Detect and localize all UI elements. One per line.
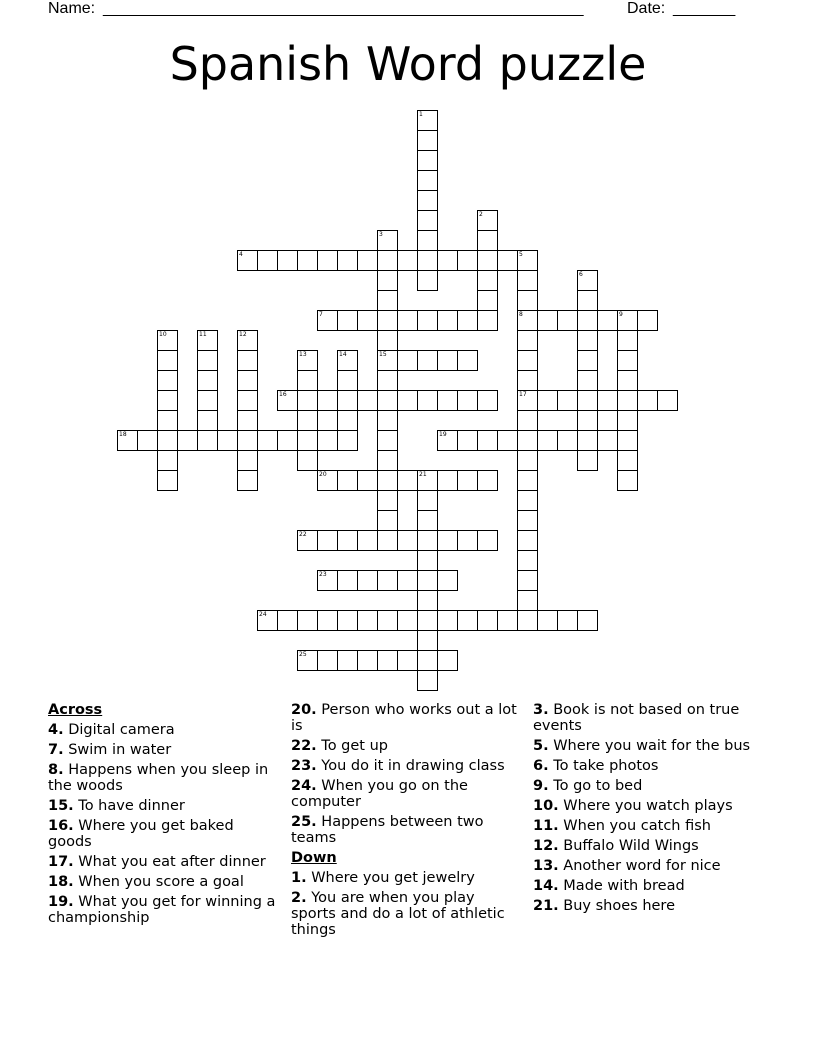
crossword-cell[interactable] xyxy=(477,610,498,631)
crossword-cell[interactable] xyxy=(617,390,638,411)
crossword-cell[interactable] xyxy=(417,590,438,611)
crossword-cell[interactable] xyxy=(437,390,458,411)
crossword-cell[interactable] xyxy=(197,430,218,451)
crossword-cell[interactable] xyxy=(577,290,598,311)
clue-text: Where you watch plays xyxy=(558,798,733,814)
clue-item xyxy=(533,778,765,794)
crossword-cell[interactable] xyxy=(477,470,498,491)
crossword-cell[interactable] xyxy=(237,390,258,411)
clue-section-heading: Down xyxy=(291,850,337,866)
clue-item xyxy=(48,722,280,738)
crossword-cell[interactable] xyxy=(297,250,318,271)
crossword-cell[interactable] xyxy=(517,530,538,551)
clue-item xyxy=(48,894,280,926)
crossword-cell[interactable] xyxy=(417,570,438,591)
clue-number-label: 1 xyxy=(419,111,423,118)
crossword-cell[interactable] xyxy=(517,270,538,291)
page-title: Spanish Word puzzle xyxy=(169,37,647,91)
crossword-cell[interactable] xyxy=(337,570,358,591)
crossword-cell[interactable] xyxy=(417,250,438,271)
crossword-cell[interactable] xyxy=(277,250,298,271)
clue-column-1 xyxy=(48,702,280,930)
clue-number: 14. xyxy=(533,878,559,894)
crossword-cell[interactable] xyxy=(477,250,498,271)
clue-text: Buy shoes here xyxy=(558,898,675,914)
clue-item xyxy=(533,898,765,914)
crossword-cell[interactable] xyxy=(477,530,498,551)
clue-text: To get up xyxy=(316,738,388,754)
crossword-cell[interactable] xyxy=(517,430,538,451)
clue-column-2 xyxy=(291,702,523,942)
crossword-cell[interactable] xyxy=(557,430,578,451)
clue-number: 8. xyxy=(48,762,64,778)
clue-number: 4. xyxy=(48,722,64,738)
clue-text: Book is not based on true events xyxy=(533,702,740,734)
clue-number: 25. xyxy=(291,814,317,830)
clue-number: 18. xyxy=(48,874,74,890)
clue-number-label: 8 xyxy=(519,311,523,318)
crossword-cell[interactable] xyxy=(597,390,618,411)
crossword-cell[interactable] xyxy=(417,350,438,371)
crossword-cell[interactable] xyxy=(477,310,498,331)
crossword-cell[interactable] xyxy=(417,170,438,191)
crossword-cell[interactable] xyxy=(357,250,378,271)
crossword-cell[interactable] xyxy=(517,350,538,371)
clue-number-label: 5 xyxy=(519,251,523,258)
clue-section-heading: Across xyxy=(48,702,103,718)
clue-text: You do it in drawing class xyxy=(316,758,505,774)
crossword-cell[interactable] xyxy=(297,610,318,631)
clue-number-label: 21 xyxy=(419,471,427,478)
clue-number: 13. xyxy=(533,858,559,874)
clue-number-label: 2 xyxy=(479,211,483,218)
crossword-cell[interactable] xyxy=(377,330,398,351)
crossword-cell[interactable] xyxy=(377,270,398,291)
clue-number: 12. xyxy=(533,838,559,854)
crossword-cell[interactable] xyxy=(197,370,218,391)
clue-text: Where you get jewelry xyxy=(306,870,475,886)
crossword-cell[interactable] xyxy=(317,610,338,631)
clue-number-label: 25 xyxy=(299,651,307,658)
crossword-cell[interactable] xyxy=(337,470,358,491)
clue-item xyxy=(48,854,280,870)
crossword-cell[interactable] xyxy=(377,370,398,391)
crossword-cell[interactable] xyxy=(417,390,438,411)
crossword-cell[interactable] xyxy=(397,350,418,371)
clue-number: 11. xyxy=(533,818,559,834)
clue-number-label: 22 xyxy=(299,531,307,538)
clue-number: 6. xyxy=(533,758,549,774)
crossword-cell[interactable] xyxy=(417,190,438,211)
crossword-cell[interactable] xyxy=(417,230,438,251)
clue-number-label: 24 xyxy=(259,611,267,618)
clue-item xyxy=(291,814,523,846)
clue-item xyxy=(533,758,765,774)
crossword-cell[interactable] xyxy=(457,310,478,331)
clue-number-label: 17 xyxy=(519,391,527,398)
crossword-cell[interactable] xyxy=(517,590,538,611)
crossword-cell[interactable] xyxy=(517,450,538,471)
crossword-cell[interactable] xyxy=(397,530,418,551)
clue-text: Buffalo Wild Wings xyxy=(558,838,699,854)
crossword-cell[interactable] xyxy=(157,350,178,371)
crossword-cell[interactable] xyxy=(557,390,578,411)
clue-item xyxy=(48,818,280,850)
crossword-cell[interactable] xyxy=(417,650,438,671)
clue-number: 22. xyxy=(291,738,317,754)
clue-item xyxy=(291,870,523,886)
crossword-cell[interactable] xyxy=(577,310,598,331)
crossword-cell[interactable] xyxy=(477,390,498,411)
clue-number: 17. xyxy=(48,854,74,870)
clue-number: 1. xyxy=(291,870,307,886)
clue-text: To take photos xyxy=(548,758,659,774)
clue-number-label: 3 xyxy=(379,231,383,238)
crossword-cell[interactable] xyxy=(577,450,598,471)
crossword-cell[interactable] xyxy=(337,410,358,431)
crossword-cell[interactable] xyxy=(297,450,318,471)
crossword-cell[interactable] xyxy=(617,450,638,471)
crossword-cell[interactable] xyxy=(517,370,538,391)
crossword-cell[interactable] xyxy=(237,450,258,471)
crossword-cell[interactable] xyxy=(577,330,598,351)
crossword-cell[interactable] xyxy=(137,430,158,451)
crossword-cell[interactable] xyxy=(297,390,318,411)
clue-number-label: 20 xyxy=(319,471,327,478)
crossword-cell[interactable] xyxy=(517,290,538,311)
crossword-cell[interactable] xyxy=(457,350,478,371)
clue-text: To go to bed xyxy=(548,778,643,794)
crossword-cell[interactable] xyxy=(417,490,438,511)
crossword-cell[interactable] xyxy=(277,430,298,451)
crossword-cell[interactable] xyxy=(357,650,378,671)
clue-number-label: 7 xyxy=(319,311,323,318)
crossword-cell[interactable] xyxy=(417,610,438,631)
crossword-cell[interactable] xyxy=(337,430,358,451)
clue-text: Happens when you sleep in the woods xyxy=(48,762,269,794)
clue-number-label: 18 xyxy=(119,431,127,438)
name-field[interactable]: ______________________________________________________ xyxy=(103,0,584,17)
clue-item xyxy=(48,798,280,814)
crossword-cell[interactable] xyxy=(617,370,638,391)
crossword-cell[interactable] xyxy=(417,310,438,331)
crossword-cell[interactable] xyxy=(337,250,358,271)
crossword-cell[interactable] xyxy=(377,650,398,671)
crossword-cell[interactable] xyxy=(597,310,618,331)
crossword-cell[interactable] xyxy=(237,410,258,431)
crossword-cell[interactable] xyxy=(437,530,458,551)
crossword-cell[interactable] xyxy=(157,370,178,391)
clue-number-label: 14 xyxy=(339,351,347,358)
clue-number-label: 6 xyxy=(579,271,583,278)
clue-text: Swim in water xyxy=(63,742,172,758)
crossword-cell[interactable] xyxy=(457,470,478,491)
clue-item xyxy=(48,742,280,758)
crossword-cell[interactable] xyxy=(537,390,558,411)
crossword-cell[interactable] xyxy=(457,610,478,631)
crossword-cell[interactable] xyxy=(517,550,538,571)
crossword-cell[interactable] xyxy=(297,410,318,431)
crossword-cell[interactable] xyxy=(337,530,358,551)
clue-text: Where you get baked goods xyxy=(48,818,234,850)
crossword-cell[interactable] xyxy=(337,370,358,391)
date-label: Date: xyxy=(627,0,666,17)
crossword-cell[interactable] xyxy=(297,370,318,391)
clue-item xyxy=(291,758,523,774)
clue-item xyxy=(533,838,765,854)
clue-number: 9. xyxy=(533,778,549,794)
crossword-cell[interactable] xyxy=(417,550,438,571)
clue-item xyxy=(533,702,765,734)
crossword-cell[interactable] xyxy=(157,410,178,431)
clue-number-label: 16 xyxy=(279,391,287,398)
clue-number: 15. xyxy=(48,798,74,814)
crossword-cell[interactable] xyxy=(157,470,178,491)
crossword-cell[interactable] xyxy=(417,630,438,651)
crossword-cell[interactable] xyxy=(477,270,498,291)
crossword-cell[interactable] xyxy=(417,210,438,231)
crossword-cell[interactable] xyxy=(437,310,458,331)
crossword-cell[interactable] xyxy=(397,310,418,331)
clue-item xyxy=(291,890,523,938)
clue-item xyxy=(291,738,523,754)
crossword-cell[interactable] xyxy=(477,290,498,311)
clue-number-label: 19 xyxy=(439,431,447,438)
crossword-cell[interactable] xyxy=(397,650,418,671)
clue-item xyxy=(291,778,523,810)
crossword-cell[interactable] xyxy=(537,610,558,631)
clue-text: What you get for winning a championship xyxy=(48,894,276,926)
crossword-cell[interactable] xyxy=(517,490,538,511)
clue-number-label: 4 xyxy=(239,251,243,258)
crossword-cell[interactable] xyxy=(577,350,598,371)
crossword-cell[interactable] xyxy=(377,450,398,471)
crossword-cell[interactable] xyxy=(437,610,458,631)
crossword-cell[interactable] xyxy=(317,530,338,551)
clue-number-label: 11 xyxy=(199,331,207,338)
crossword-cell[interactable] xyxy=(497,430,518,451)
clue-number: 20. xyxy=(291,702,317,718)
crossword-cell[interactable] xyxy=(577,410,598,431)
clue-number: 24. xyxy=(291,778,317,794)
crossword-cell[interactable] xyxy=(337,650,358,671)
crossword-cell[interactable] xyxy=(557,610,578,631)
crossword-cell[interactable] xyxy=(577,390,598,411)
clue-number: 23. xyxy=(291,758,317,774)
clue-number: 3. xyxy=(533,702,549,718)
crossword-cell[interactable] xyxy=(517,610,538,631)
crossword-cell[interactable] xyxy=(457,430,478,451)
crossword-cell[interactable] xyxy=(377,530,398,551)
crossword-cell[interactable] xyxy=(397,570,418,591)
clue-item xyxy=(533,818,765,834)
crossword-cell[interactable] xyxy=(157,390,178,411)
clue-text: Made with bread xyxy=(558,878,685,894)
crossword-cell[interactable] xyxy=(517,570,538,591)
clue-text: Digital camera xyxy=(63,722,175,738)
crossword-cell[interactable] xyxy=(397,610,418,631)
crossword-cell[interactable] xyxy=(237,470,258,491)
crossword-cell[interactable] xyxy=(157,450,178,471)
clue-number-label: 12 xyxy=(239,331,247,338)
clue-item xyxy=(48,762,280,794)
crossword-cell[interactable] xyxy=(617,330,638,351)
crossword-cell[interactable] xyxy=(437,570,458,591)
crossword-cell[interactable] xyxy=(637,310,658,331)
crossword-cell[interactable] xyxy=(537,310,558,331)
clue-number: 21. xyxy=(533,898,559,914)
crossword-cell[interactable] xyxy=(537,430,558,451)
crossword-cell[interactable] xyxy=(577,370,598,391)
clue-item xyxy=(291,702,523,734)
crossword-cell[interactable] xyxy=(237,370,258,391)
crossword-cell[interactable] xyxy=(377,490,398,511)
crossword-cell[interactable] xyxy=(197,350,218,371)
crossword-cell[interactable] xyxy=(337,310,358,331)
crossword-cell[interactable] xyxy=(417,270,438,291)
crossword-cell[interactable] xyxy=(317,650,338,671)
crossword-cell[interactable] xyxy=(377,310,398,331)
crossword-cell[interactable] xyxy=(297,430,318,451)
crossword-cell[interactable] xyxy=(317,390,338,411)
crossword-cell[interactable] xyxy=(477,230,498,251)
crossword-cell[interactable] xyxy=(317,250,338,271)
crossword-cell[interactable] xyxy=(417,510,438,531)
clue-item xyxy=(533,738,765,754)
clue-number: 10. xyxy=(533,798,559,814)
clue-number: 7. xyxy=(48,742,64,758)
clue-text: To have dinner xyxy=(73,798,185,814)
clue-item xyxy=(533,798,765,814)
crossword-cell[interactable] xyxy=(577,610,598,631)
crossword-cell[interactable] xyxy=(237,430,258,451)
crossword-cell[interactable] xyxy=(397,390,418,411)
crossword-cell[interactable] xyxy=(517,510,538,531)
clue-number-label: 10 xyxy=(159,331,167,338)
crossword-cell[interactable] xyxy=(337,610,358,631)
crossword-cell[interactable] xyxy=(437,650,458,671)
crossword-cell[interactable] xyxy=(357,610,378,631)
crossword-cell[interactable] xyxy=(177,430,198,451)
crossword-cell[interactable] xyxy=(657,390,678,411)
clue-text: Where you wait for the bus xyxy=(548,738,751,754)
crossword-cell[interactable] xyxy=(157,430,178,451)
crossword-cell[interactable] xyxy=(357,530,378,551)
clue-number: 2. xyxy=(291,890,307,906)
crossword-cell[interactable] xyxy=(437,250,458,271)
clue-text: Person who works out a lot is xyxy=(291,702,517,734)
clue-text: You are when you play sports and do a lot of athletic things xyxy=(291,890,505,938)
clue-item xyxy=(533,858,765,874)
crossword-cell[interactable] xyxy=(617,430,638,451)
crossword-cell[interactable] xyxy=(357,570,378,591)
clue-number-label: 15 xyxy=(379,351,387,358)
clue-text: When you catch fish xyxy=(558,818,711,834)
crossword-cell[interactable] xyxy=(557,310,578,331)
crossword-cell[interactable] xyxy=(417,670,438,691)
date-field[interactable]: _______ xyxy=(673,0,736,17)
crossword-cell[interactable] xyxy=(257,430,278,451)
clue-column-3 xyxy=(533,702,765,918)
crossword-cell[interactable] xyxy=(397,470,418,491)
crossword-cell[interactable] xyxy=(457,530,478,551)
clue-number: 19. xyxy=(48,894,74,910)
crossword-cell[interactable] xyxy=(517,330,538,351)
clue-number: 5. xyxy=(533,738,549,754)
crossword-cell[interactable] xyxy=(397,250,418,271)
crossword-cell[interactable] xyxy=(417,130,438,151)
crossword-cell[interactable] xyxy=(357,310,378,331)
crossword-cell[interactable] xyxy=(577,430,598,451)
clue-text: What you eat after dinner xyxy=(73,854,266,870)
crossword-cell[interactable] xyxy=(257,250,278,271)
crossword-cell[interactable] xyxy=(377,510,398,531)
crossword-cell[interactable] xyxy=(377,470,398,491)
crossword-cell[interactable] xyxy=(457,250,478,271)
crossword-cell[interactable] xyxy=(377,410,398,431)
clue-number: 16. xyxy=(48,818,74,834)
crossword-cell[interactable] xyxy=(497,250,518,271)
name-label: Name: xyxy=(48,0,96,17)
crossword-cell[interactable] xyxy=(617,470,638,491)
crossword-cell[interactable] xyxy=(197,410,218,431)
clue-text: When you go on the computer xyxy=(291,778,468,810)
crossword-cell[interactable] xyxy=(197,390,218,411)
crossword-cell[interactable] xyxy=(617,350,638,371)
crossword-cell[interactable] xyxy=(437,350,458,371)
crossword-cell[interactable] xyxy=(377,250,398,271)
crossword-cell[interactable] xyxy=(377,570,398,591)
crossword-cell[interactable] xyxy=(337,390,358,411)
crossword-cell[interactable] xyxy=(517,470,538,491)
clue-item xyxy=(533,878,765,894)
clue-number-label: 13 xyxy=(299,351,307,358)
crossword-cell[interactable] xyxy=(637,390,658,411)
crossword-cell[interactable] xyxy=(417,530,438,551)
crossword-cell[interactable] xyxy=(617,410,638,431)
crossword-cell[interactable] xyxy=(317,430,338,451)
clue-item xyxy=(48,874,280,890)
clue-text: When you score a goal xyxy=(73,874,244,890)
crossword-cell[interactable] xyxy=(377,390,398,411)
clue-number-label: 9 xyxy=(619,311,623,318)
clue-number-label: 23 xyxy=(319,571,327,578)
crossword-cell[interactable] xyxy=(377,610,398,631)
crossword-cell[interactable] xyxy=(237,350,258,371)
crossword-cell[interactable] xyxy=(377,290,398,311)
crossword-cell[interactable] xyxy=(457,390,478,411)
crossword-cell[interactable] xyxy=(497,610,518,631)
crossword-cell[interactable] xyxy=(357,470,378,491)
crossword-cell[interactable] xyxy=(477,430,498,451)
crossword-cell[interactable] xyxy=(377,430,398,451)
crossword-cell[interactable] xyxy=(217,430,238,451)
crossword-cell[interactable] xyxy=(437,470,458,491)
crossword-cell[interactable] xyxy=(417,150,438,171)
crossword-cell[interactable] xyxy=(277,610,298,631)
crossword-cell[interactable] xyxy=(597,430,618,451)
clue-text: Another word for nice xyxy=(558,858,721,874)
clue-text: Happens between two teams xyxy=(291,814,484,846)
crossword-cell[interactable] xyxy=(517,410,538,431)
crossword-cell[interactable] xyxy=(357,390,378,411)
